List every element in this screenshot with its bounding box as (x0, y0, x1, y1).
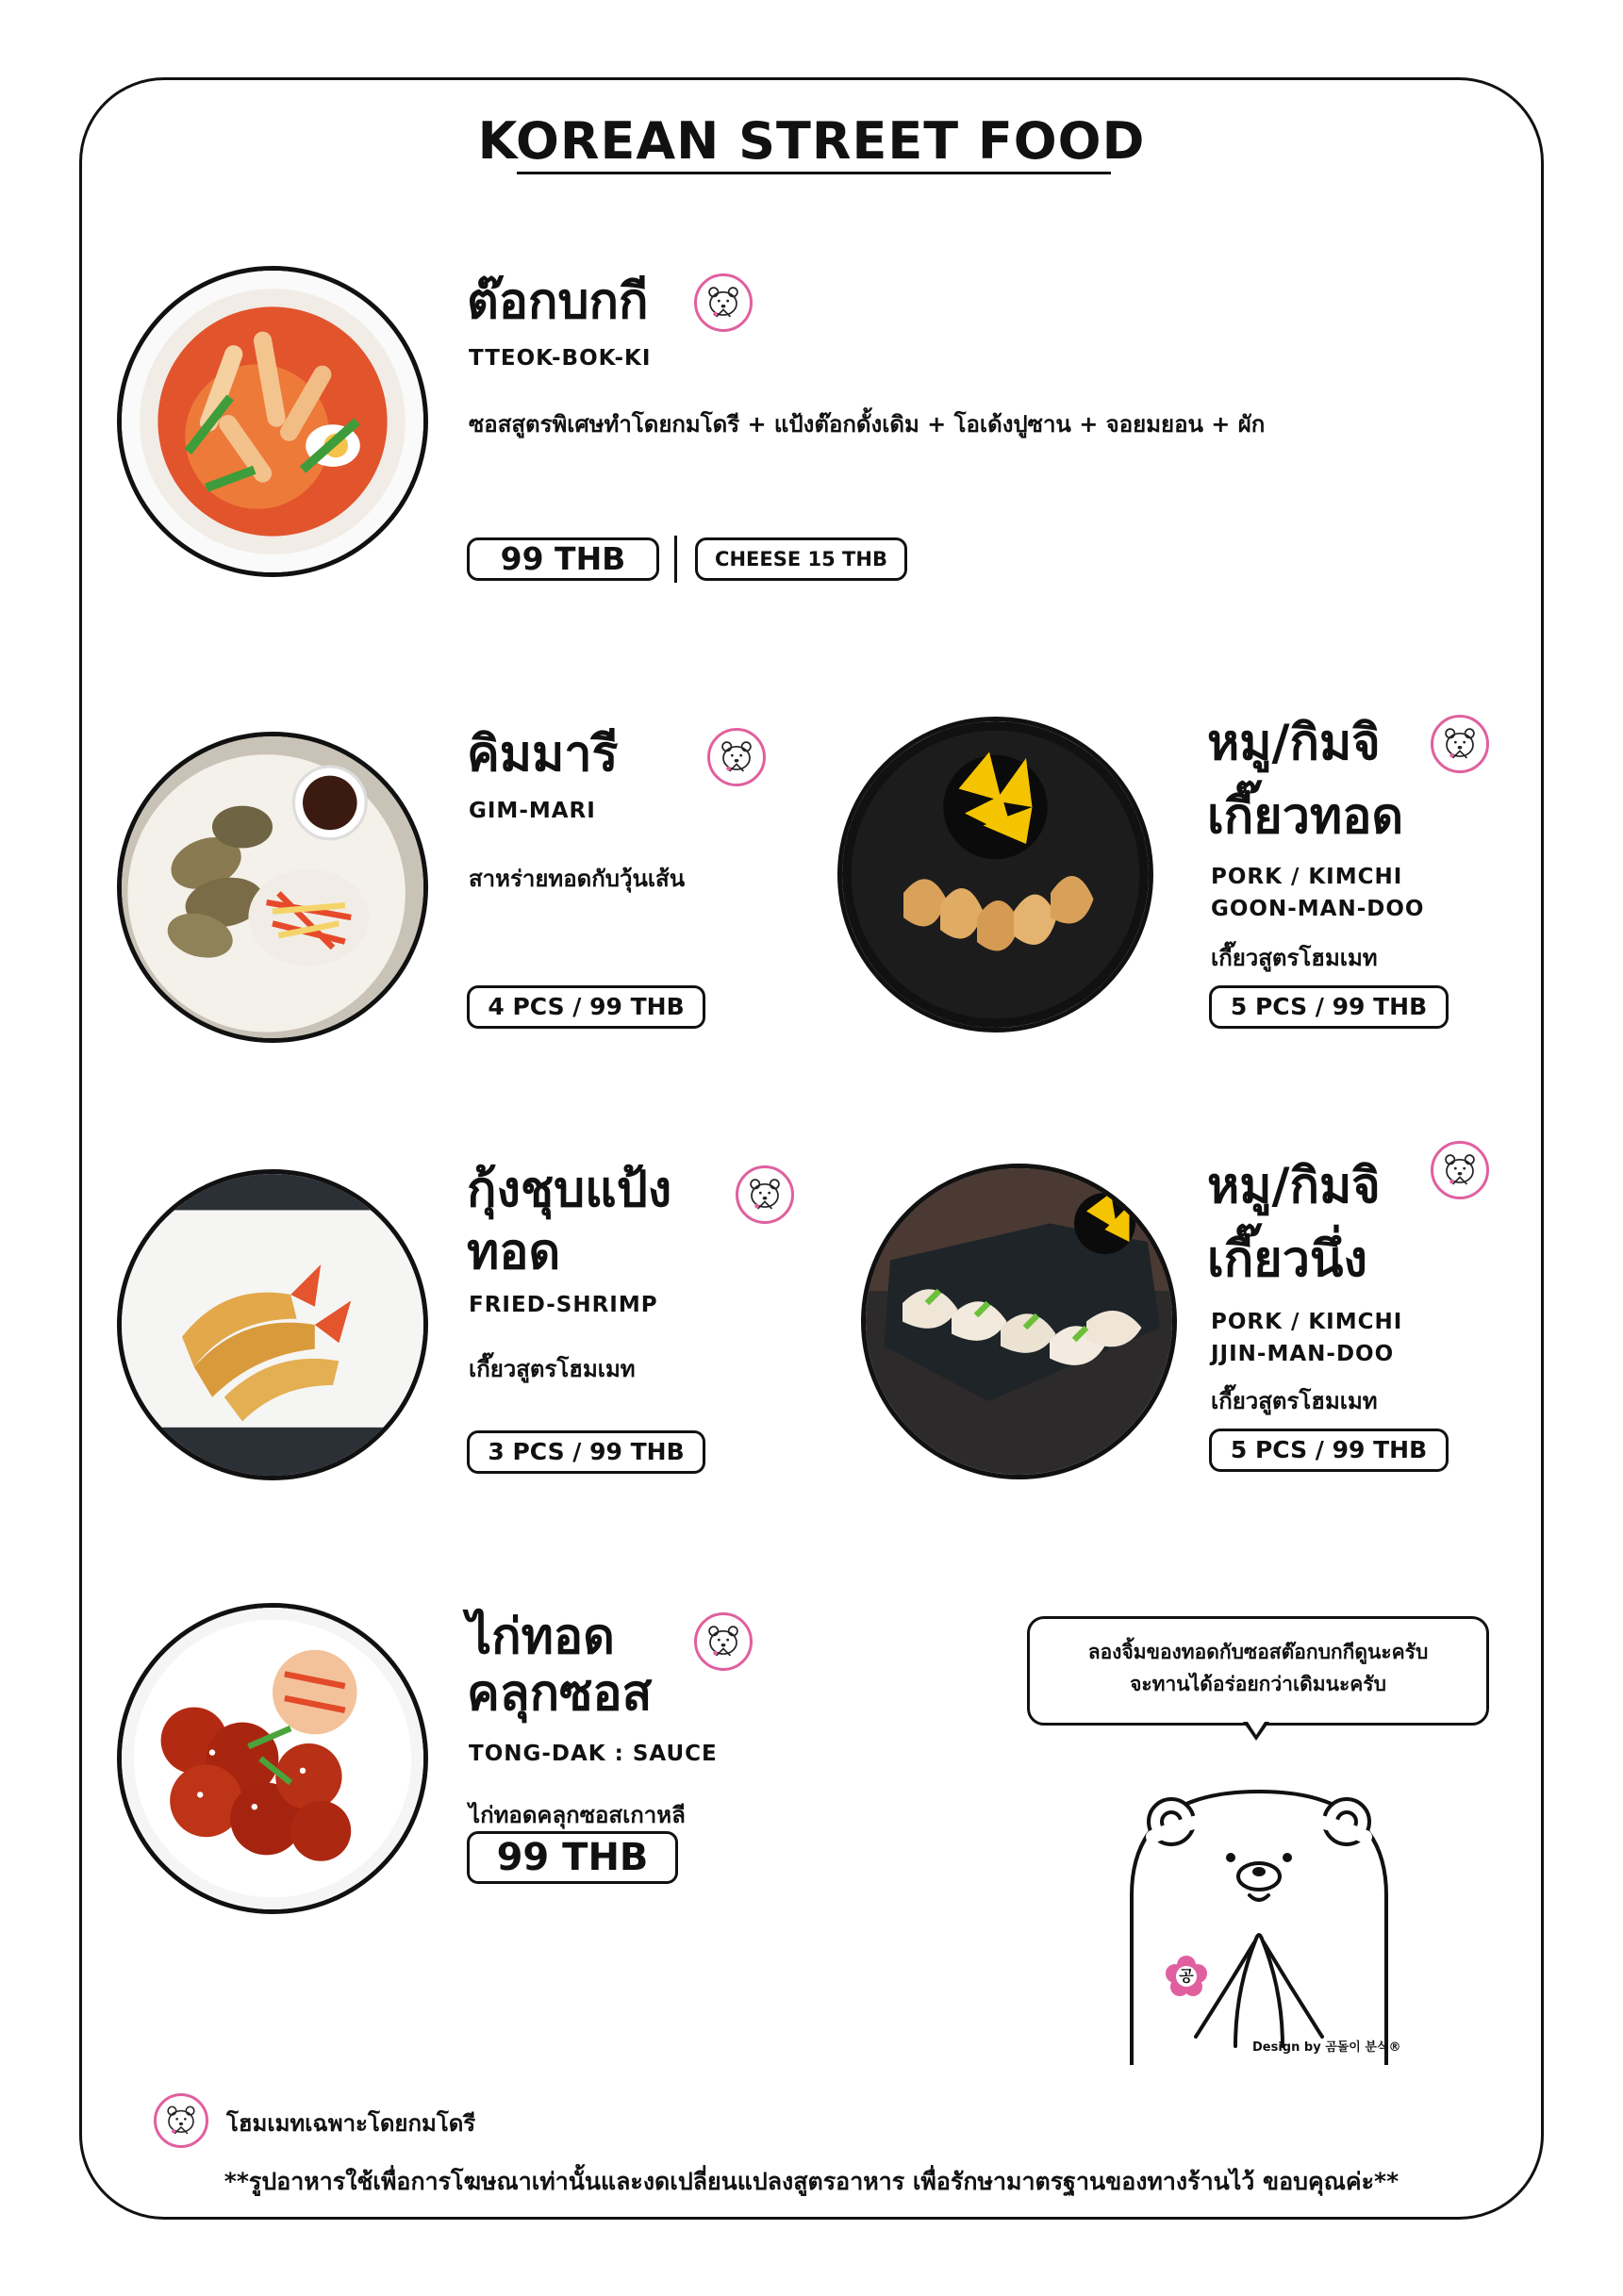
homemade-badge-icon (694, 1612, 753, 1671)
homemade-badge-icon (707, 728, 766, 786)
addon-tag-cheese: CHEESE 15 THB (695, 537, 907, 581)
price-tag-fried-shrimp: 3 PCS / 99 THB (467, 1430, 705, 1474)
homemade-badge-icon (736, 1165, 794, 1224)
bubble-line-2: จะทานได้อร่อยกว่าเดิมนะครับ (1130, 1673, 1386, 1695)
item-desc-fried-shrimp: เกี๊ยวสูตรโฮมเมท (469, 1356, 636, 1382)
tongdak-photo (117, 1603, 428, 1914)
item-latin-tteokbokki: TTEOK-BOK-KI (469, 346, 652, 371)
item-name-jjinmandoo-line1: หมู/กิมจิ (1207, 1158, 1381, 1214)
homemade-legend: โฮมเมทเฉพาะโดยกมโดรี (226, 2110, 476, 2137)
item-name-fried-shrimp-line2: ทอด (467, 1224, 561, 1280)
speech-bubble (1027, 1616, 1489, 1726)
price-tag-jjinmandoo: 5 PCS / 99 THB (1209, 1429, 1449, 1472)
item-latin-goonmandoo-line2: GOON-MAN-DOO (1211, 897, 1425, 921)
item-desc-tongdak: ไก่ทอดคลุกซอสเกาหลี (469, 1802, 686, 1828)
homemade-badge-icon (154, 2093, 208, 2148)
bubble-line-1: ลองจิ้มของทอดกับซอสต๊อกบกกีดูนะครับ (1087, 1641, 1429, 1663)
item-name-tteokbokki: ต๊อกบกกี (467, 273, 649, 330)
item-name-tongdak-line2: คลุกซอส (467, 1665, 653, 1722)
item-name-jjinmandoo-line2: เกี๊ยวนึ่ง (1207, 1231, 1367, 1288)
homemade-badge-icon (1431, 715, 1489, 773)
item-latin-jjinmandoo-line1: PORK / KIMCHI (1211, 1310, 1403, 1334)
item-latin-fried-shrimp: FRIED-SHRIMP (469, 1293, 658, 1317)
item-latin-jjinmandoo-line2: JJIN-MAN-DOO (1211, 1342, 1395, 1366)
price-divider (674, 536, 677, 583)
item-latin-tongdak: TONG-DAK : SAUCE (469, 1742, 718, 1766)
bubble-tail-inner (1246, 1719, 1267, 1735)
mascot-tag: 공 (1179, 1967, 1194, 1985)
item-name-goonmandoo-line2: เกี๊ยวทอด (1207, 788, 1404, 845)
item-name-tongdak-line1: ไก่ทอด (467, 1609, 615, 1665)
price-tag-tongdak: 99 THB (467, 1831, 678, 1884)
tteokbokki-photo (117, 266, 428, 577)
fried-shrimp-photo (117, 1169, 428, 1480)
item-latin-gimmari: GIM-MARI (469, 799, 596, 823)
jjinmandoo-photo (861, 1164, 1177, 1479)
footer-disclaimer: **รูปอาหารใช้เพื่อการโฆษณาเท่านั้นและงดเปลี่ยนแปลงสูตรอาหาร เพื่อรักษามาตรฐานของทางร้านไว้ ขอบคุณค่ะ** (224, 2168, 1399, 2195)
homemade-badge-icon (1431, 1141, 1489, 1199)
item-desc-goonmandoo: เกี๊ยวสูตรโฮมเมท (1211, 945, 1378, 971)
gimmari-photo (117, 732, 428, 1043)
goonmandoo-photo (837, 717, 1153, 1032)
item-desc-tteokbokki: ซอสสูตรพิเศษทำโดยกมโดรี + แป้งต๊อกดั้งเดิม + โอเด้งปูซาน + จอยมยอน + ผัก (469, 411, 1266, 438)
item-name-gimmari: คิมมารี (467, 726, 619, 783)
title-underline (517, 172, 1111, 174)
price-tag-gimmari: 4 PCS / 99 THB (467, 985, 705, 1029)
price-tag-goonmandoo: 5 PCS / 99 THB (1209, 985, 1449, 1029)
item-desc-gimmari: สาหร่ายทอดกับวุ้นเส้น (469, 866, 686, 892)
price-tag-tteokbokki: 99 THB (467, 537, 659, 581)
page-title: KOREAN STREET FOOD (477, 111, 1146, 171)
design-credit: Design by 곰돌이 분식® (1252, 2040, 1401, 2055)
item-desc-jjinmandoo: เกี๊ยวสูตรโฮมเมท (1211, 1388, 1378, 1414)
item-latin-goonmandoo-line1: PORK / KIMCHI (1211, 865, 1403, 889)
bear-mascot-icon (1094, 1754, 1424, 2065)
homemade-badge-icon (694, 273, 753, 332)
item-name-goonmandoo-line1: หมู/กิมจิ (1207, 715, 1381, 771)
item-name-fried-shrimp-line1: กุ้งชุบแป้ง (467, 1162, 672, 1218)
